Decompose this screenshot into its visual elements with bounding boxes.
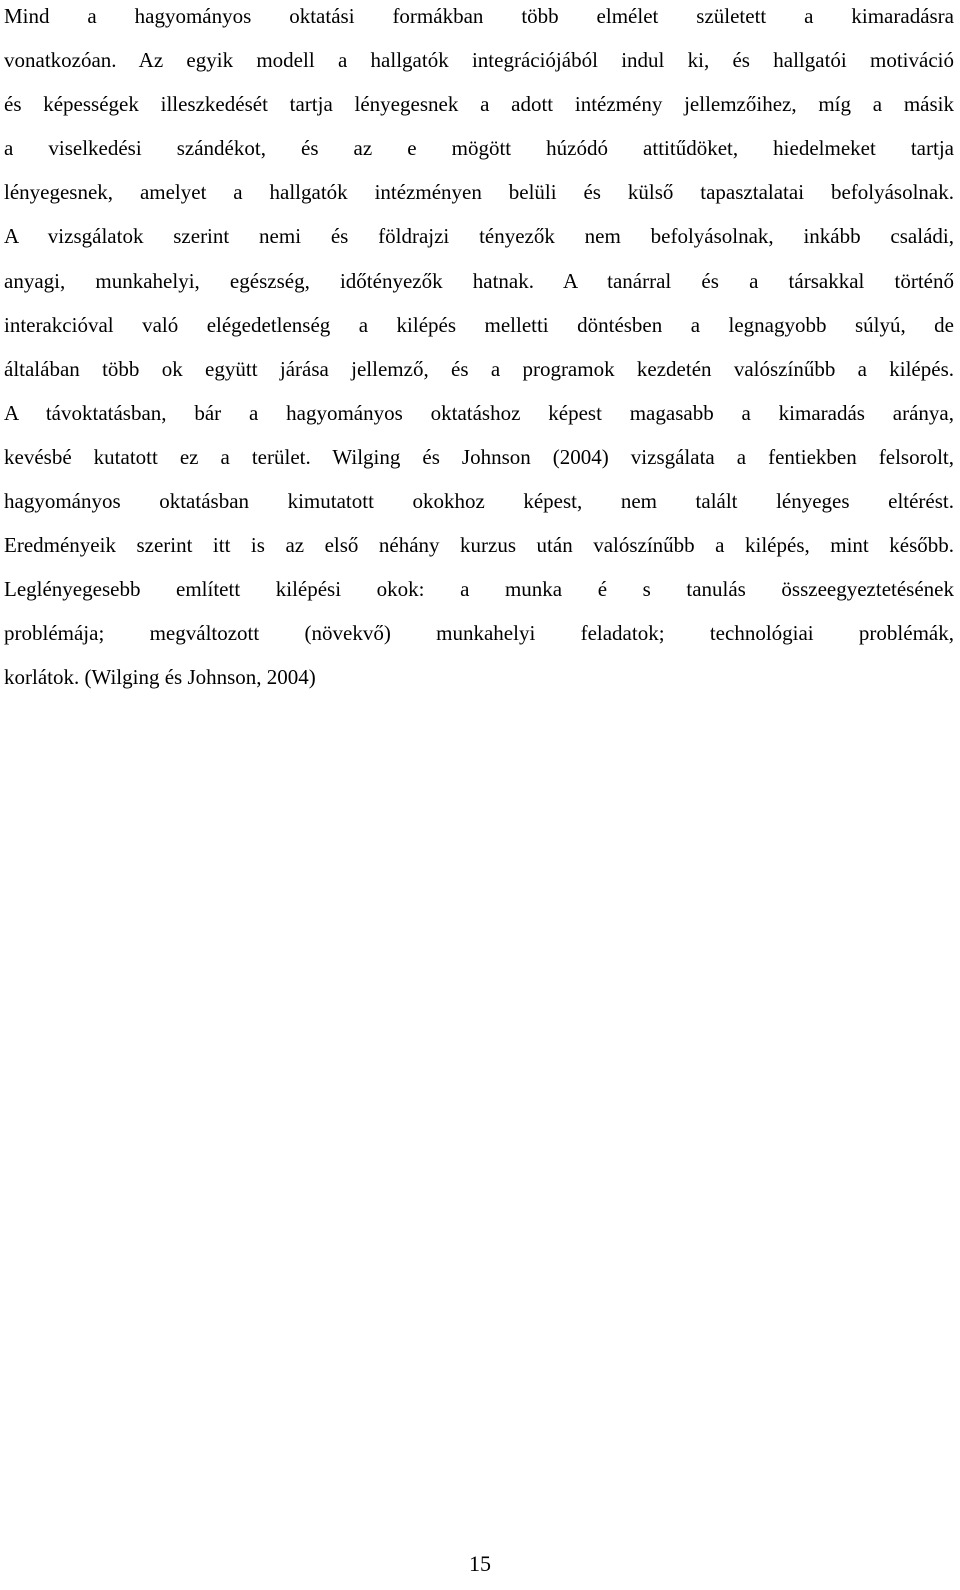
- paragraph-line: a viselkedési szándékot, és az e mögött húzódó attitűdöket, hiedelmeket tartja: [4, 136, 954, 161]
- paragraph-line: Eredményeik szerint itt is az első néhány kurzus után valószínűbb a kilépés, mint később.: [4, 533, 954, 558]
- paragraph-line: anyagi, munkahelyi, egészség, időtényezők hatnak. A tanárral és a társakkal történő: [4, 268, 954, 293]
- paragraph-line: hagyományos oktatásban kimutatott okokhoz képest, nem talált lényeges eltérést.: [4, 489, 954, 514]
- page-number: 15: [469, 1551, 491, 1576]
- paragraph-line: Mind a hagyományos oktatási formákban több elmélet született a kimaradásra: [4, 4, 954, 28]
- paragraph-line: általában több ok együtt járása jellemző, és a programok kezdetén valószínűbb a kilépés.: [4, 356, 954, 381]
- paragraph-line: kevésbé kutatott ez a terület. Wilging és Johnson (2004) vizsgálata a fentiekben felsorolt,: [4, 444, 954, 469]
- paragraph-line: korlátok. (Wilging és Johnson, 2004): [4, 665, 316, 690]
- body-paragraph: [4, 0, 954, 700]
- paragraph-line: problémája; megváltozott (növekvő) munkahelyi feladatok; technológiai problémák,: [4, 621, 954, 646]
- paragraph-line: lényegesnek, amelyet a hallgatók intézményen belüli és külső tapasztalatai befolyásolnak.: [4, 180, 954, 205]
- paragraph-line: A vizsgálatok szerint nemi és földrajzi tényezők nem befolyásolnak, inkább családi,: [4, 224, 954, 249]
- paragraph-line: A távoktatásban, bár a hagyományos oktatáshoz képest magasabb a kimaradás aránya,: [4, 400, 954, 425]
- paragraph-line: interakcióval való elégedetlenség a kilépés melletti döntésben a legnagyobb súlyú, de: [4, 312, 954, 337]
- paragraph-line: vonatkozóan. Az egyik modell a hallgatók integrációjából indul ki, és hallgatói motiváció: [4, 48, 954, 73]
- paragraph-line: és képességek illeszkedését tartja lényegesnek a adott intézmény jellemzőihez, míg a másik: [4, 92, 954, 117]
- paragraph-line: Leglényegesebb említett kilépési okok: a munka é s tanulás összeegyeztetésének: [4, 577, 954, 602]
